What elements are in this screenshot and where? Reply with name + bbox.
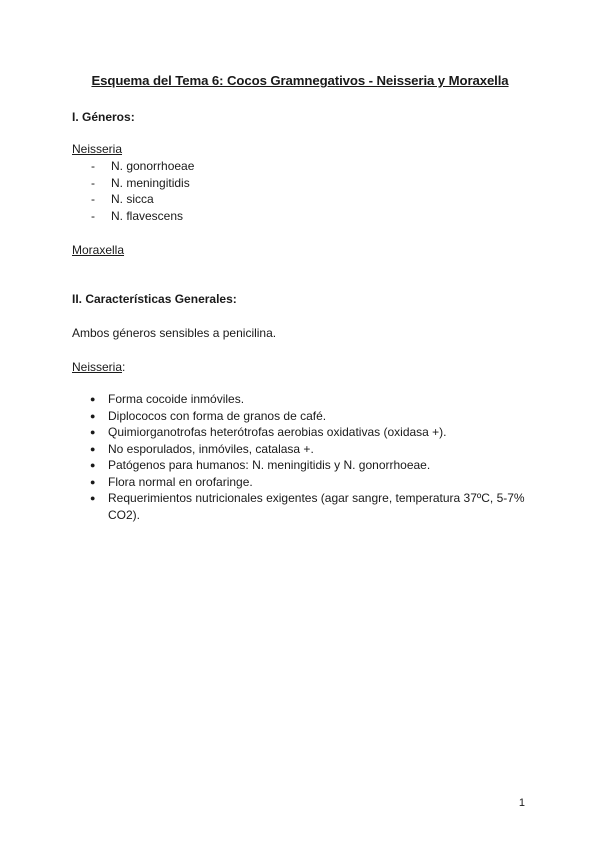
species-name: N. gonorrhoeae [111, 159, 195, 173]
dash-marker: - [91, 192, 95, 206]
section-heading-generos: I. Géneros: [72, 110, 135, 124]
list-item [90, 490, 548, 523]
bullet-text: Quimiorganotrofas heterótrofas aerobias oxidativas (oxidasa +). [108, 425, 447, 439]
neisseria-subheading-colon: : [122, 360, 126, 374]
dash-marker: - [91, 175, 95, 190]
neisseria-subheading-label: Neisseria [72, 360, 123, 374]
bullet-text: No esporulados, inmóviles, catalasa +. [108, 441, 314, 456]
bullet-icon: ● [90, 410, 96, 421]
dash-marker: - [91, 208, 95, 223]
species-name: N. meningitidis [111, 175, 190, 190]
bullet-icon: ● [90, 460, 96, 470]
species-name: N. flavescens [111, 208, 184, 223]
genus-moraxella-label: Moraxella [72, 243, 125, 257]
list-item [90, 474, 548, 491]
bullet-text: Flora normal en orofaringe. [108, 474, 253, 489]
species-name: N. sicca [111, 192, 154, 206]
list-item [90, 424, 548, 441]
intro-text: Ambos géneros sensibles a penicilina. [72, 326, 277, 340]
section-heading-caracteristicas: II. Características Generales: [72, 292, 237, 306]
bullet-icon: ● [90, 493, 96, 503]
bullet-text: Patógenos para humanos: N. meningitidis y N. gonorrhoeae. [108, 458, 431, 472]
bullet-icon: ● [90, 476, 96, 487]
bullet-icon: ● [90, 443, 96, 454]
bullet-text: Requerimientos nutricionales exigentes (agar sangre, temperatura 37ºC, 5-7% CO2). [108, 491, 525, 522]
list-item [90, 408, 548, 425]
list-item [90, 457, 548, 474]
bullet-text: Forma cocoide inmóviles. [108, 392, 245, 406]
bullet-icon: ● [90, 394, 96, 404]
list-item [90, 441, 548, 458]
bullet-text: Diplococos con forma de granos de café. [108, 408, 327, 423]
neisseria-subheading [72, 359, 125, 375]
characteristics-list [90, 391, 548, 523]
bullet-icon: ● [90, 427, 96, 437]
document-title: Esquema del Tema 6: Cocos Gramnegativos - Neisseria y Moraxella [91, 73, 509, 88]
list-item [90, 391, 548, 408]
dash-marker: - [91, 159, 95, 173]
page-number: 1 [518, 797, 525, 809]
genus-neisseria-label: Neisseria [72, 142, 123, 156]
